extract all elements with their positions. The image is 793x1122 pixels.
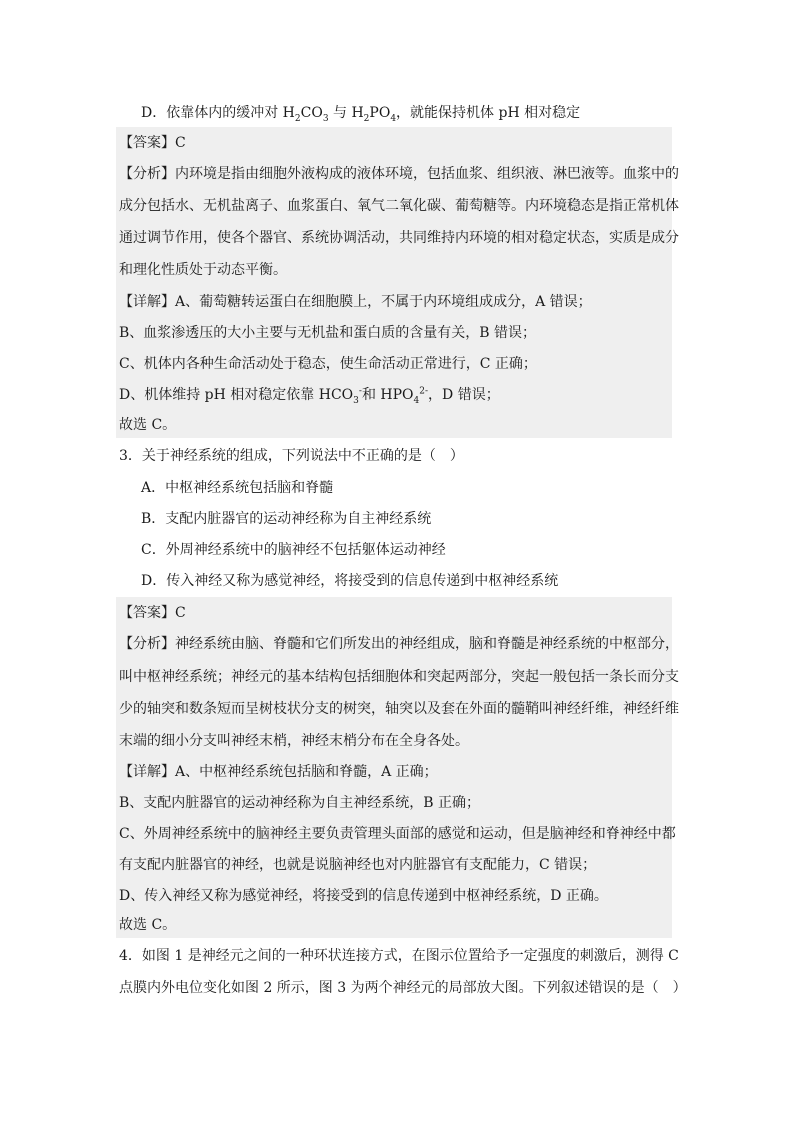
q3-analysis-line: 末端的细小分支叫神经末梢，神经末梢分布在全身各处。 — [119, 733, 469, 749]
q3-detail-line: D、传入神经又称为感觉神经，将接受到的信息传递到中枢神经系统，D 正确。 — [119, 888, 608, 904]
q3-detail-line: 【详解】A、中枢神经系统包括脑和脊髓，A 正确； — [119, 764, 438, 780]
q3-detail-line: C、外周神经系统中的脑神经主要负责管理头面部的感觉和运动，但是脑神经和脊神经中都 — [119, 826, 676, 842]
q3-detail-line: 有支配内脏器官的神经，也就是说脑神经也对内脏器官有支配能力，C 错误； — [119, 857, 597, 873]
q4-stem-line: 点膜内外电位变化如图 2 所示，图 3 为两个神经元的局部放大图。下列叙述错误的是（ ） — [119, 980, 687, 996]
q2-detail-line: B、血浆渗透压的大小主要与无机盐和蛋白质的含量有关，B 错误； — [119, 325, 537, 341]
q3-conclusion: 故选 C。 — [119, 917, 177, 933]
q2-conclusion: 故选 C。 — [119, 417, 177, 433]
q3-analysis-line: 【分析】神经系统由脑、脊髓和它们所发出的神经组成，脑和脊髓是神经系统的中枢部分， — [119, 636, 679, 652]
q3-option-d: D．传入神经又称为感觉神经，将接受到的信息传递到中枢神经系统 — [141, 573, 559, 589]
q3-analysis-line: 叫中枢神经系统；神经元的基本结构包括细胞体和突起两部分，突起一般包括一条长而分支 — [119, 669, 679, 685]
q2-option-d: D．依靠体内的缓冲对 $H_2CO_3$ 与 $H_2PO_4$，就能保持机体 pH 相对稳定 — [141, 105, 581, 124]
q2-detail-d: D、机体维持 pH 相对稳定依靠 $HCO_3^-$和 $HPO_4^{2-}$，D 错误； — [119, 386, 500, 406]
q2-analysis-line: 和理化性质处于动态平衡。 — [119, 262, 287, 278]
q4-stem-line: 4．如图 1 是神经元之间的一种环状连接方式，在图示位置给予一定强度的刺激后，测得 C — [119, 948, 679, 964]
q3-detail-line: B、支配内脏器官的运动神经称为自主神经系统，B 正确； — [119, 795, 481, 811]
q3-stem: 3．关于神经系统的组成，下列说法中不正确的是（ ） — [119, 448, 464, 464]
q3-option-c: C．外周神经系统中的脑神经不包括躯体运动神经 — [141, 542, 446, 558]
q2-detail-line: 【详解】A、葡萄糖转运蛋白在细胞膜上，不属于内环境组成成分，A 错误； — [119, 294, 592, 310]
q2-detail-line: C、机体内各种生命活动处于稳态，使生命活动正常进行，C 正确； — [119, 356, 537, 372]
q3-analysis-line: 少的轴突和数条短而呈树枝状分支的树突，轴突以及套在外面的髓鞘叫神经纤维，神经纤维 — [119, 701, 679, 717]
q3-option-b: B．支配内脏器官的运动神经称为自主神经系统 — [141, 511, 432, 527]
q3-answer: 【答案】C — [119, 605, 186, 621]
q2-answer: 【答案】C — [119, 135, 186, 151]
q3-option-a: A．中枢神经系统包括脑和脊髓 — [141, 480, 334, 496]
q2-analysis-line: 成分包括水、无机盐离子、血浆蛋白、氧气二氧化碳、葡萄糖等。内环境稳态是指正常机体 — [119, 198, 679, 214]
q2-analysis-line: 【分析】内环境是指由细胞外液构成的液体环境，包括血浆、组织液、淋巴液等。血浆中的 — [119, 166, 679, 182]
q2-analysis-line: 通过调节作用，使各个器官、系统协调活动，共同维持内环境的相对稳定状态，实质是成分 — [119, 230, 679, 246]
